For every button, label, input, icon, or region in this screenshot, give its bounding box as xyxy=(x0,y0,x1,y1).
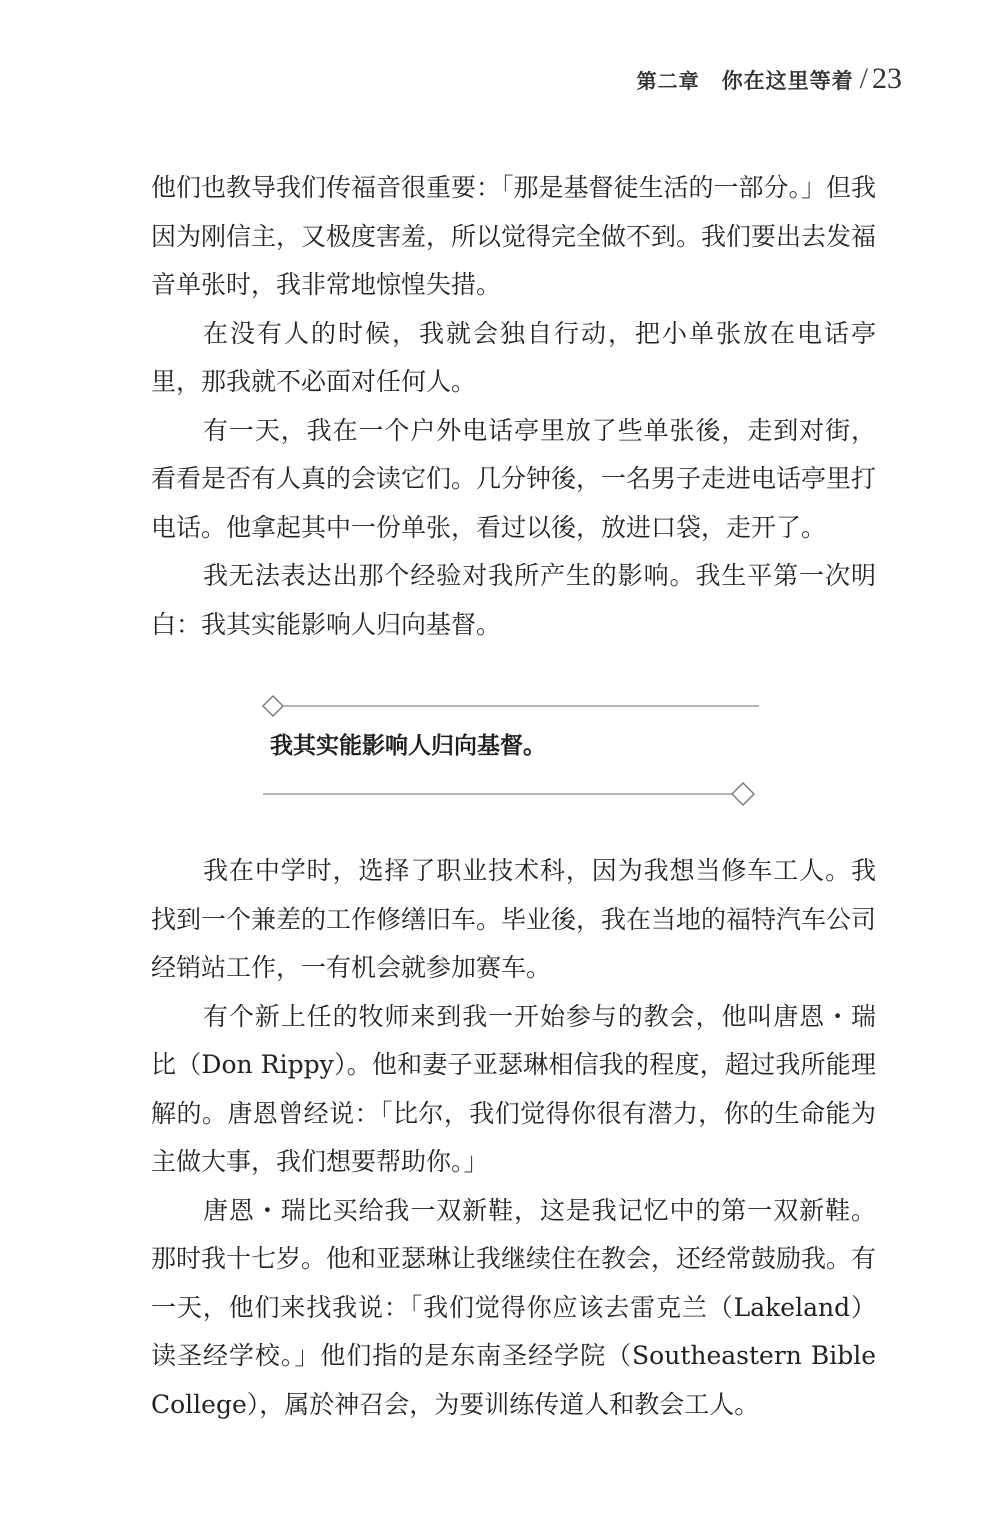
body-text-bottom xyxy=(151,847,876,1429)
top-diamond-ornament xyxy=(263,696,283,716)
bottom-diamond-ornament xyxy=(732,783,754,805)
chapter-title: 你在这里等着 xyxy=(721,69,854,93)
body-text-top xyxy=(151,164,876,649)
paragraph: 在没有人的时候，我就会独自行动，把小单张放在电话亭里，那我就不必面对任何人。 xyxy=(151,318,876,396)
pull-quote-text: 我其实能影响人归向基督。 xyxy=(270,733,546,759)
header-separator: / xyxy=(859,62,868,95)
pull-quote xyxy=(262,688,762,808)
chapter-label: 第二章 xyxy=(636,69,700,93)
paragraph: 他们也教导我们传福音很重要：「那是基督徒生活的一部分。」但我因为刚信主，又极度害羞，所以觉得完全做不到。我们要出去发福音单张时，我非常地惊惶失措。 xyxy=(151,173,877,299)
paragraph: 我无法表达出那个经验对我所产生的影响。我生平第一次明白：我其实能影响人归向基督。 xyxy=(151,561,876,639)
paragraph: 有一天，我在一个户外电话亭里放了些单张後，走到对街，看看是否有人真的会读它们。几分钟後，一名男子走进电话亭里打电话。他拿起其中一份单张，看过以後，放进口袋，走开了。 xyxy=(151,415,877,542)
page-number: 23 xyxy=(872,62,902,95)
paragraph: 我在中学时，选择了职业技术科，因为我想当修车工人。我找到一个兼差的工作修缮旧车。毕业後，我在当地的福特汽车公司经销站工作，一有机会就参加赛车。 xyxy=(151,856,877,982)
paragraph: 唐恩・瑞比买给我一双新鞋，这是我记忆中的第一双新鞋。那时我十七岁。他和亚瑟琳让我继续住在教会，还经常鼓励我。有一天，他们来找我说：「我们觉得你应该去雷克兰（Lakeland）读圣经学校。」他们指的是东南圣经学院（Southeastern Bible College），属於神召会，为要训练传道人和教会工人。 xyxy=(151,1195,877,1419)
paragraph: 有个新上任的牧师来到我一开始参与的教会，他叫唐恩・瑞比（Don Rippy）。他和妻子亚瑟琳相信我的程度，超过我所能理解的。唐恩曾经说：「比尔，我们觉得你很有潜力，你的生命能为主做大事，我们想要帮助你。」 xyxy=(151,1001,876,1176)
running-header xyxy=(637,62,902,102)
